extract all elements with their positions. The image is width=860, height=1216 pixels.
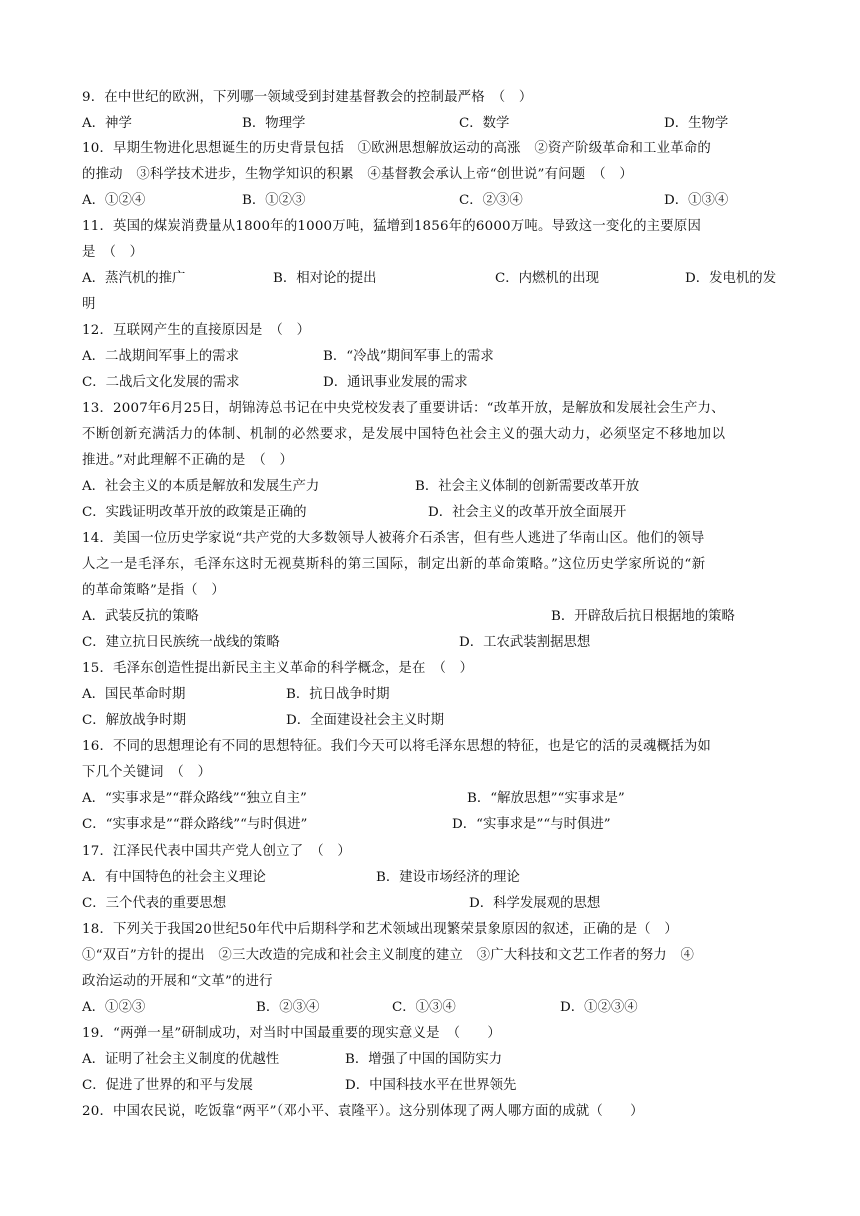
- q15-option-a: A．国民革命时期: [82, 687, 186, 702]
- question-11-stem-line2: 是 （ ）: [82, 245, 144, 260]
- question-13-stem-line2: 不断创新充满活力的体制、机制的必然要求，是发展中国特色社会主义的强大动力，必须坚定不移地加以: [82, 427, 726, 442]
- q12-option-b: B．“冷战”期间军事上的需求: [323, 349, 494, 364]
- q17-option-d: D．科学发展观的思想: [469, 896, 601, 911]
- question-18-stem-line1: 18．下列关于我国20世纪50年代中后期科学和艺术领域出现繁荣景象原因的叙述，正确的是（ ）: [82, 922, 678, 937]
- question-11-stem-line1: 11．英国的煤炭消费量从1800年的1000万吨，猛增到1856年的6000万吨。导致这一变化的主要原因: [82, 219, 702, 234]
- q18-option-a: A．①②③: [82, 1000, 146, 1015]
- question-18-stem-line3: 政治运动的开展和“文革”的进行: [82, 974, 273, 989]
- question-14-stem-line1: 14．美国一位历史学家说“共产党的大多数领导人被蒋介石杀害，但有些人逃进了华南山区。他们的领导: [82, 531, 705, 546]
- q9-option-c: C．数学: [459, 116, 510, 131]
- q17-option-b: B．建设市场经济的理论: [376, 870, 520, 885]
- q18-option-c: C．①③④: [392, 1000, 456, 1015]
- question-19-stem: 19．“两弹一星”研制成功，对当时中国最重要的现实意义是 （ ）: [82, 1026, 501, 1041]
- question-20-stem: 20．中国农民说，吃饭靠“两平”（邓小平、袁隆平）。这分别体现了两人哪方面的成就（ ）: [82, 1104, 644, 1119]
- q13-option-d: D．社会主义的改革开放全面展开: [428, 505, 627, 520]
- q19-option-a: A．证明了社会主义制度的优越性: [82, 1052, 280, 1067]
- question-16-stem-line2: 下几个关键词 （ ）: [82, 765, 212, 780]
- q14-option-c: C．建立抗日民族统一战线的策略: [82, 635, 280, 650]
- question-10-stem-line1: 10．早期生物进化思想诞生的历史背景包括 ①欧洲思想解放运动的高涨 ②资产阶级革命和工业革命的: [82, 141, 712, 156]
- question-15-stem: 15．毛泽东创造性提出新民主主义革命的科学概念，是在 （ ）: [82, 661, 474, 676]
- question-9-stem: 9．在中世纪的欧洲，下列哪一领域受到封建基督教会的控制最严格 （ ）: [82, 90, 533, 105]
- question-13-stem-line1: 13．2007年6月25日，胡锦涛总书记在中央党校发表了重要讲话：“改革开放，是解放和发展社会生产力、: [82, 401, 725, 416]
- q15-option-c: C．解放战争时期: [82, 713, 186, 728]
- question-18-stem-line2: ①“双百”方针的提出 ②三大改造的完成和社会主义制度的建立 ③广大科技和文艺工作者的努力 ④: [82, 948, 695, 963]
- q18-option-d: D．①②③④: [560, 1000, 638, 1015]
- q14-option-a: A．武装反抗的策略: [82, 609, 199, 624]
- q17-option-c: C．三个代表的重要思想: [82, 896, 227, 911]
- q16-option-d: D．“实事求是”“与时俱进”: [452, 817, 611, 832]
- q16-option-a: A．“实事求是”“群众路线”“独立自主”: [82, 791, 307, 806]
- q13-option-a: A．社会主义的本质是解放和发展生产力: [82, 479, 320, 494]
- q18-option-b: B．②③④: [256, 1000, 320, 1015]
- q14-option-b: B．开辟敌后抗日根据地的策略: [551, 609, 735, 624]
- q13-option-b: B．社会主义体制的创新需要改革开放: [415, 479, 640, 494]
- q12-option-a: A．二战期间军事上的需求: [82, 349, 239, 364]
- q11-option-b: B．相对论的提出: [273, 271, 377, 286]
- q10-option-b: B．①②③: [242, 193, 306, 208]
- q15-option-b: B．抗日战争时期: [286, 687, 390, 702]
- q19-option-b: B．增强了中国的国防实力: [345, 1052, 503, 1067]
- q11-option-a: A．蒸汽机的推广: [82, 271, 186, 286]
- q19-option-d: D．中国科技水平在世界领先: [345, 1078, 517, 1093]
- q9-option-d: D．生物学: [664, 116, 729, 131]
- question-14-stem-line3: 的革命策略”是指（ ）: [82, 583, 225, 598]
- q19-option-c: C．促进了世界的和平与发展: [82, 1078, 253, 1093]
- q16-option-c: C．“实事求是”“群众路线”“与时俱进”: [82, 817, 308, 832]
- question-17-stem: 17．江泽民代表中国共产党人创立了 （ ）: [82, 844, 351, 859]
- question-14-stem-line2: 人之一是毛泽东，毛泽东这时无视莫斯科的第三国际，制定出新的革命策略。”这位历史学家所说的“新: [82, 557, 706, 572]
- q10-option-d: D．①③④: [664, 193, 729, 208]
- q14-option-d: D．工农武装割据思想: [459, 635, 591, 650]
- q15-option-d: D．全面建设社会主义时期: [286, 713, 445, 728]
- q11-option-d-wrap: 明: [82, 297, 96, 312]
- q10-option-a: A．①②④: [82, 193, 146, 208]
- q10-option-c: C．②③④: [459, 193, 523, 208]
- q11-option-d: D．发电机的发: [685, 271, 777, 286]
- q9-option-a: A．神学: [82, 116, 132, 131]
- q12-option-c: C．二战后文化发展的需求: [82, 375, 240, 390]
- q16-option-b: B．“解放思想”“实事求是”: [467, 791, 625, 806]
- q9-option-b: B．物理学: [242, 116, 306, 131]
- q17-option-a: A．有中国特色的社会主义理论: [82, 870, 266, 885]
- q13-option-c: C．实践证明改革开放的政策是正确的: [82, 505, 307, 520]
- question-16-stem-line1: 16．不同的思想理论有不同的思想特征。我们今天可以将毛泽东思想的特征，也是它的活的灵魂概括为如: [82, 739, 712, 754]
- question-12-stem: 12．互联网产生的直接原因是 （ ）: [82, 323, 311, 338]
- q12-option-d: D．通讯事业发展的需求: [323, 375, 468, 390]
- q11-option-c: C．内燃机的出现: [495, 271, 599, 286]
- question-13-stem-line3: 推进。”对此理解不正确的是 （ ）: [82, 453, 294, 468]
- question-10-stem-line2: 的推动 ③科学技术进步，生物学知识的积累 ④基督教会承认上帝“创世说”有问题 （ ）: [82, 167, 634, 182]
